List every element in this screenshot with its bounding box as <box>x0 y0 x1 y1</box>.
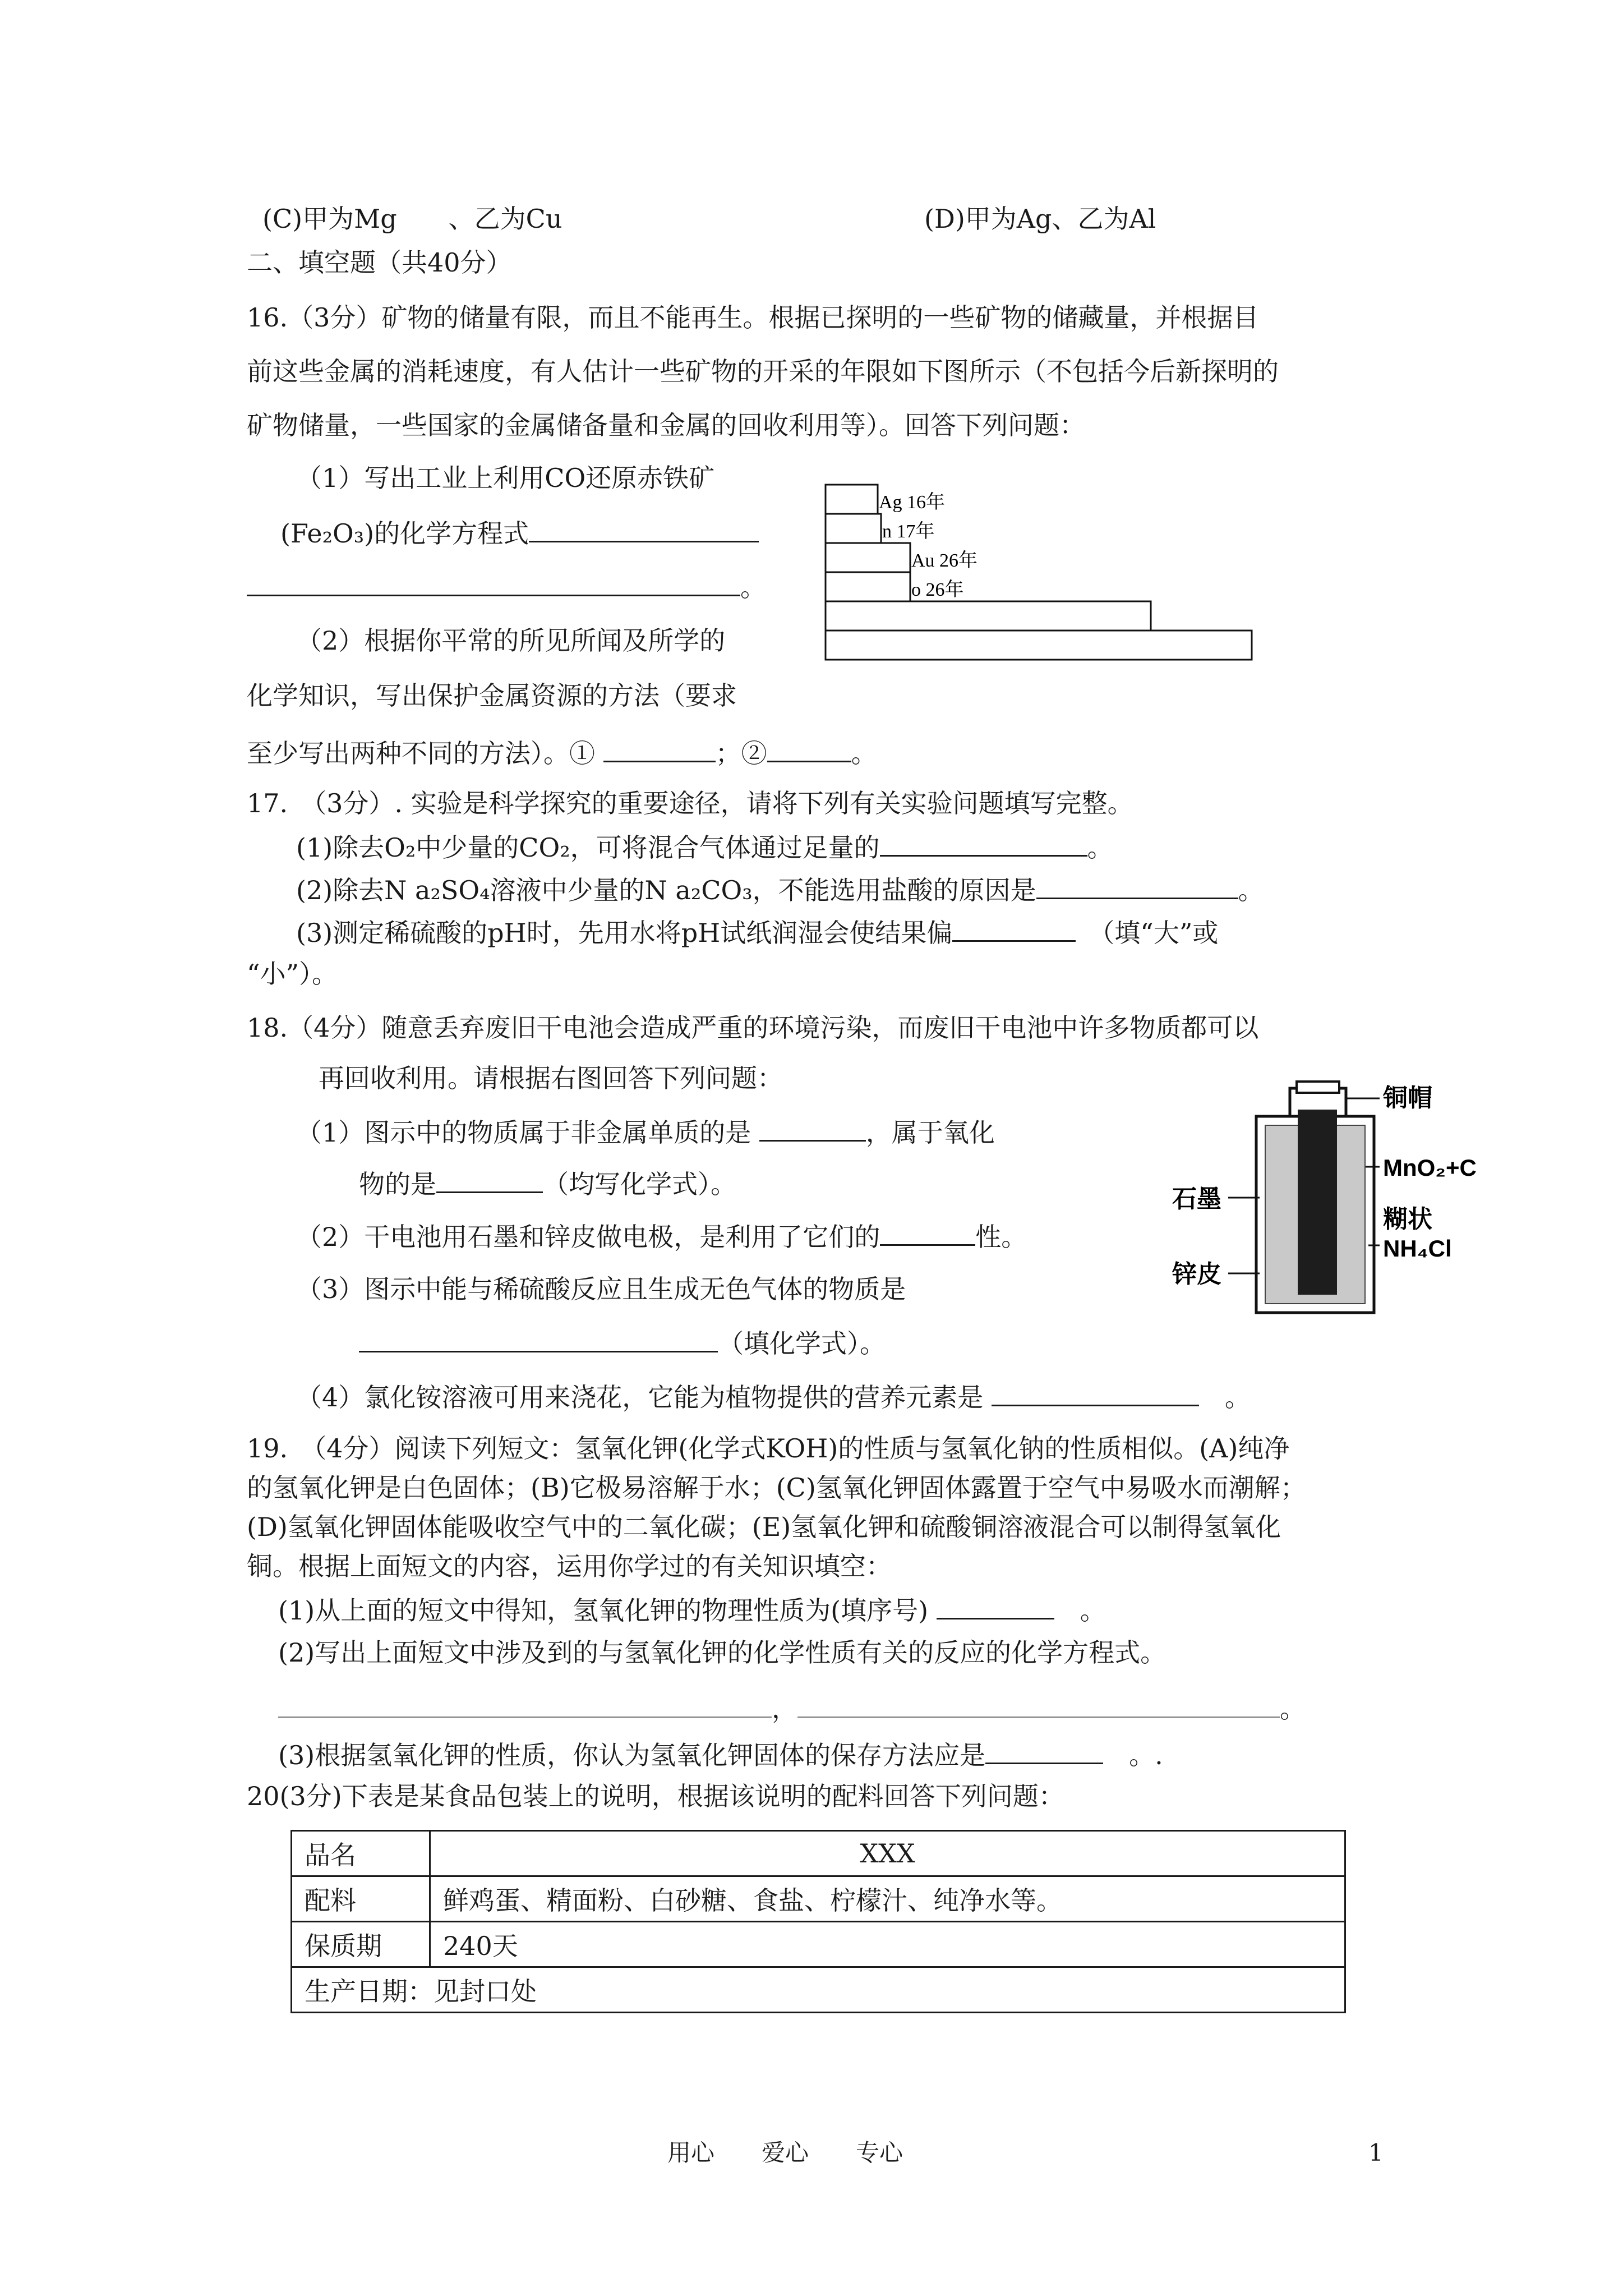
q19-storage-blank[interactable] <box>985 1737 1103 1764</box>
q16-intro-3: 矿物储量，一些国家的金属储备量和金属的回收利用等）。回答下列问题： <box>247 410 1085 440</box>
table-row <box>292 1831 1345 1876</box>
q16-answer-blank-1[interactable] <box>529 515 759 542</box>
option-c: (C)甲为Mg 、乙为Cu <box>262 204 562 234</box>
section-title: 二、填空题（共40分） <box>247 247 512 278</box>
q16-part2-b: 化学知识，写出保护金属资源的方法（要求 <box>247 680 737 711</box>
q18-part4: （4）氯化铵溶液可用来浇花，它能为植物提供的营养元素是 。 <box>296 1379 1251 1414</box>
label-nh4cl: NH₄Cl <box>1383 1235 1452 1262</box>
q16-answer-blank-2[interactable] <box>247 569 740 596</box>
chart-bar-0 <box>826 485 878 514</box>
page-number: 1 <box>1368 2139 1384 2166</box>
q16-intro-1: 16.（3分）矿物的储量有限，而且不能再生。根据已探明的一些矿物的储藏量，并根据目 <box>247 302 1259 333</box>
chart-bar-4 <box>826 601 1151 631</box>
q16-part2-a: （2）根据你平常的所见所闻及所学的 <box>296 625 726 656</box>
q19-equation-2-blank[interactable] <box>797 1691 1280 1718</box>
cell-name-label: 品名 <box>292 1831 430 1876</box>
q16-part1-b: (Fe₂O₃)的化学方程式 <box>280 515 759 550</box>
q17-title: 17. （3分）. 实验是科学探究的重要途径，请将下列有关实验问题填写完整。 <box>247 788 1133 818</box>
q19-equation-1-blank[interactable] <box>278 1691 772 1718</box>
table-row <box>292 1922 1345 1967</box>
q19-line-4: 铜。根据上面短文的内容，运用你学过的有关知识填空： <box>247 1551 892 1581</box>
q19-line-1: 19. （4分）阅读下列短文：氢氧化钾(化学式KOH)的性质与氢氧化钠的性质相似。(A)纯净 <box>247 1433 1290 1464</box>
cell-shelf-life-label: 保质期 <box>292 1922 430 1967</box>
q18-part2: （2）干电池用石墨和锌皮做电极，是利用了它们的 性。 <box>296 1218 1027 1254</box>
q17-part3-blank[interactable] <box>952 914 1076 942</box>
table-row <box>292 1876 1345 1922</box>
chart-bar-label-1: n 17年 <box>882 521 935 542</box>
q16-part1-c: 。 <box>247 569 766 604</box>
q16-part1-a: （1）写出工业上利用CO还原赤铁矿 <box>296 463 715 493</box>
q17-part3: (3)测定稀硫酸的pH时，先用水将pH试纸润湿会使结果偏 （填“大”或 <box>296 914 1218 950</box>
chart-bar-label-3: o 26年 <box>911 579 964 600</box>
q19-part2-b: ， 。 <box>278 1691 1306 1726</box>
label-copper-cap: 铜帽 <box>1383 1084 1432 1112</box>
mineral-years-chart <box>824 477 1273 701</box>
q19-line-2: 的氢氧化钾是白色固体；(B)它极易溶解于水；(C)氢氧化钾固体露置于空气中易吸水而潮解； <box>247 1473 1306 1503</box>
q16-intro-2: 前这些金属的消耗速度，有人估计一些矿物的开采的年限如下图所示（不包括今后新探明的 <box>247 356 1279 386</box>
q19-part1: (1)从上面的短文中得知，氢氧化钾的物理性质为(填序号) 。 <box>278 1592 1106 1627</box>
q17-part3-b: “小”）。 <box>247 959 338 989</box>
chart-bar-2 <box>826 543 910 572</box>
q16-method-1-blank[interactable] <box>603 735 716 762</box>
label-mno2-c: MnO₂+C <box>1383 1154 1477 1181</box>
cell-ingredients-value: 鲜鸡蛋、精面粉、白砂糖、食盐、柠檬汁、纯净水等。 <box>430 1876 1345 1922</box>
q18-element-blank[interactable] <box>992 1379 1199 1406</box>
q19-part2: (2)写出上面短文中涉及到的与氢氧化钾的化学性质有关的反应的化学方程式。 <box>278 1637 1166 1668</box>
q18-gas-blank[interactable] <box>359 1325 718 1352</box>
q18-title: 18.（4分）随意丢弃废旧干电池会造成严重的环境污染，而废旧干电池中许多物质都可以 <box>247 1013 1259 1043</box>
cell-ingredients-label: 配料 <box>292 1876 430 1922</box>
q18-nonmetal-blank[interactable] <box>759 1114 866 1142</box>
chart-bar-3 <box>826 572 910 601</box>
label-zinc: 锌皮 <box>1172 1260 1221 1288</box>
label-graphite: 石墨 <box>1172 1185 1221 1213</box>
q18-part1: （1）图示中的物质属于非金属单质的是 ，属于氧化 <box>296 1114 995 1149</box>
q17-part1: (1)除去O₂中少量的CO₂，可将混合气体通过足量的 。 <box>296 829 1113 864</box>
q17-part1-blank[interactable] <box>880 829 1087 857</box>
q18-title-b: 再回收利用。请根据右图回答下列问题： <box>319 1063 783 1093</box>
dry-battery-diagram <box>1172 1077 1486 1369</box>
q19-part3: (3)根据氢氧化钾的性质，你认为氢氧化钾固体的保存方法应是 。. <box>278 1737 1163 1772</box>
chart-bar-5 <box>826 631 1252 660</box>
chart-bar-label-2: Au 26年 <box>911 550 978 571</box>
q18-part3: （3）图示中能与稀硫酸反应且生成无色气体的物质是 <box>296 1274 906 1304</box>
q18-part1-b: 物的是 （均写化学式）。 <box>359 1166 736 1201</box>
q16-part2-c: 至少写出两种不同的方法）。① ；② 。 <box>247 735 877 770</box>
footer-motto: 用心 爱心 专心 <box>667 2139 903 2166</box>
label-paste: 糊状 <box>1383 1205 1432 1233</box>
food-label-table <box>291 1830 1346 2013</box>
option-d: (D)甲为Ag、乙为Al <box>924 204 1156 234</box>
q17-part2-blank[interactable] <box>1036 872 1238 899</box>
q20-title: 20(3分)下表是某食品包装上的说明，根据该说明的配料回答下列问题： <box>247 1781 1064 1811</box>
q19-line-3: (D)氢氧化钾固体能吸收空气中的二氧化碳；(E)氢氧化钾和硫酸铜溶液混合可以制得氢氧化 <box>247 1512 1281 1542</box>
q17-part2: (2)除去N a₂SO₄溶液中少量的N a₂CO₃，不能选用盐酸的原因是 。 <box>296 872 1264 907</box>
chart-bar-label-0: Ag 16年 <box>879 492 946 513</box>
q18-part3-b: （填化学式）。 <box>359 1325 886 1360</box>
q19-physical-property-blank[interactable] <box>937 1592 1054 1619</box>
cell-production-date: 生产日期：见封口处 <box>292 1967 1345 2013</box>
cell-name-value: XXX <box>430 1831 1345 1876</box>
cell-shelf-life-value: 240天 <box>430 1922 1345 1967</box>
chart-bar-1 <box>826 514 881 543</box>
q16-method-2-blank[interactable] <box>767 735 851 762</box>
q18-oxide-blank[interactable] <box>436 1166 543 1193</box>
table-row <box>292 1967 1345 2013</box>
q18-property-blank[interactable] <box>880 1218 975 1246</box>
